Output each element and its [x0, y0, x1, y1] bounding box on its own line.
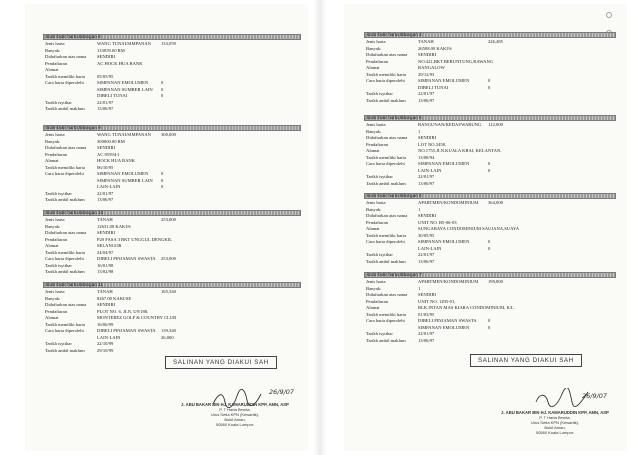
- row-label: Didaftarkan atas nama: [366, 135, 408, 140]
- row-value: 133059.00 RM: [97, 47, 125, 53]
- row-label: Tarikh isytihar: [366, 91, 393, 96]
- row-amount: 199,800: [488, 279, 503, 284]
- row-label: Tarikh ambil maklum: [45, 197, 85, 202]
- row-value: 22/01/97: [418, 252, 435, 257]
- row-amount: 165,340: [161, 289, 176, 294]
- row-label: Alamat: [366, 226, 380, 231]
- row-label: Pendaftaran: [366, 58, 388, 64]
- row-amount: 300,000: [161, 132, 176, 137]
- row-label: Cara harta diperolehi: [45, 256, 84, 261]
- row-value: SIMPANAN EMOLUMEN: [418, 78, 470, 83]
- row-value: SIMPANAN EMOLUMEN: [418, 324, 470, 330]
- row-value: LAIN-LAIN: [97, 184, 121, 189]
- row-label: Alamat: [45, 67, 59, 72]
- row-value: SUNGARAYA CONDOMINIUM SAUJANA,SUAYA: [418, 226, 520, 231]
- row-value: 22/01/97: [418, 91, 435, 96]
- row-amount: 0: [161, 80, 164, 85]
- row-label: Alamat: [366, 148, 380, 153]
- row-label: Cara harta diperolehi: [45, 328, 84, 333]
- row-value: 29/12/93: [418, 71, 435, 77]
- row-value: TANAH: [97, 289, 113, 294]
- row-amount: 26,000: [161, 334, 174, 340]
- row-value: WANG TUNAI/SIMPANAN: [97, 41, 151, 46]
- right-page: [344, 4, 627, 451]
- row-label: Banyak:: [45, 295, 61, 301]
- row-label: Pendaftaran: [366, 298, 388, 304]
- row-label: Tarikh memiliki harta: [366, 232, 406, 238]
- row-value: APARTMEN/KONDOMINIUM: [418, 279, 479, 284]
- row-label: Jenis harta: [45, 217, 65, 222]
- row-value: DIBELI TUNAI: [97, 93, 128, 98]
- row-amount: 0: [161, 171, 164, 176]
- signatory-block: [499, 410, 611, 435]
- row-value: BANGUNAN/KEDAI/WARUNG: [418, 122, 482, 127]
- row-value: UNIT NO. B5-06-03: [418, 219, 457, 225]
- row-label: Tarikh ambil maklum: [366, 97, 406, 103]
- row-value: LAIN-LAIN: [418, 167, 442, 173]
- certified-copy-stamp: SALINAN YANG DIAKUI SAH: [165, 356, 277, 369]
- row-amount: 0: [161, 86, 164, 92]
- asset-row: [364, 259, 616, 266]
- row-value: SENDIRI: [418, 213, 437, 218]
- punch-hole: [606, 12, 612, 18]
- row-label: Jenis harta: [45, 289, 65, 294]
- row-label: Cara harta diperolehi: [45, 171, 84, 176]
- row-label: Cara harta diperolehi: [366, 161, 405, 166]
- asset-row: [43, 197, 301, 204]
- row-value: 13/06/97: [418, 258, 435, 264]
- section-heading-text: Butir-butir harta Bilangan 10: [46, 210, 104, 215]
- row-label: Jenis harta: [366, 279, 386, 284]
- row-value: SIMPANAN EMOLUMEN: [418, 239, 470, 244]
- row-value: DIBELI PINJAMAN SWASTA: [418, 318, 477, 323]
- row-value: P20 FASA 3 BKT UNGGUL DENGKIL: [97, 236, 173, 242]
- row-label: Banyak:: [45, 47, 61, 53]
- row-label: Pendaftaran: [366, 141, 388, 147]
- row-label: Tarikh isytihar: [45, 341, 72, 346]
- row-value: SENDIRI: [97, 54, 116, 59]
- certified-copy-stamp: SALINAN YANG DIAKUI SAH: [470, 354, 582, 367]
- row-label: Didaftarkan atas nama: [45, 230, 87, 235]
- section-heading: [364, 32, 616, 38]
- row-amount: 0: [488, 245, 491, 251]
- row-value: PLOT NO. 6, JLN, U9/188,: [97, 308, 149, 314]
- row-value: 24/04/97: [97, 249, 114, 255]
- row-value: 13/06/97: [418, 97, 435, 103]
- signatory-name: J. ABU BAKAR BIN HJ. KAMARUDDIN KPP, AMN, ASP: [181, 402, 289, 407]
- row-value: 13/06/97: [97, 197, 114, 202]
- row-label: Tarikh isytihar: [45, 262, 72, 268]
- row-label: Tarikh ambil maklum: [45, 269, 85, 274]
- row-label: Alamat: [366, 65, 380, 70]
- signatory-line: P. T Harta Benda,: [219, 407, 251, 412]
- row-value: 16/01/98: [97, 262, 114, 268]
- row-value: LOT NO.3458,: [418, 141, 447, 147]
- row-value: 01/03/95: [418, 311, 435, 317]
- row-label: Pendaftaran: [45, 308, 67, 314]
- section-heading: [364, 193, 616, 199]
- row-label: Pendaftaran: [45, 151, 67, 157]
- row-label: Banyak:: [366, 128, 382, 134]
- asset-section-10: [43, 210, 301, 276]
- row-label: Cara harta diperolehi: [366, 318, 405, 323]
- row-value: MONTEREZ GOLF & COUNTRY CLUB: [97, 315, 177, 320]
- row-value: 13/08/94: [418, 154, 435, 160]
- row-value: TANAH: [418, 39, 434, 44]
- asset-row: [43, 269, 301, 276]
- row-amount: 0: [488, 78, 491, 83]
- section-heading: [364, 115, 616, 121]
- row-label: Tarikh memiliki harta: [366, 311, 406, 317]
- row-value: SENDIRI: [418, 52, 437, 57]
- row-label: Alamat: [366, 305, 380, 310]
- row-value: SIMPANAN EMOLUMEN: [97, 80, 149, 85]
- row-value: 22/01/97: [97, 99, 114, 105]
- row-label: Jenis harta: [366, 39, 386, 44]
- section-heading-text: Butir-butir harta Bilangan 8: [46, 34, 101, 39]
- row-value: 13/06/97: [97, 106, 114, 111]
- row-label: Didaftarkan atas nama: [45, 54, 87, 59]
- row-amount: 0: [488, 318, 491, 323]
- row-label: Banyak:: [45, 138, 61, 144]
- row-value: 13/06/97: [418, 180, 435, 186]
- asset-row: [364, 181, 616, 188]
- asset-section-4: [364, 32, 616, 104]
- signatory-line: Bukit Aman,: [544, 425, 566, 430]
- row-amount: 253,000: [161, 217, 176, 222]
- row-label: Jenis harta: [366, 200, 386, 205]
- row-amount: 0: [488, 84, 491, 90]
- row-value: SENDIRI: [418, 292, 437, 297]
- row-label: Jenis harta: [45, 132, 65, 137]
- row-label: Tarikh ambil maklum: [45, 106, 85, 111]
- row-value: DIBELI TUNAI: [418, 84, 449, 90]
- row-value: LAIN-LAIN: [418, 245, 442, 251]
- row-label: Banyak:: [366, 45, 382, 51]
- row-value: 1: [418, 128, 421, 134]
- row-value: APARTMEN/KONDOMINIUM: [418, 200, 479, 205]
- row-value: 22/01/97: [418, 331, 435, 336]
- row-value: SENDIRI: [418, 135, 437, 140]
- row-amount: 0: [488, 167, 491, 173]
- row-value: SIMPANAN SUMBER LAIN: [97, 86, 153, 92]
- row-value: HOCK HUA BANK: [97, 158, 136, 163]
- row-value: 8267.00 KAKI/SE: [97, 295, 132, 301]
- row-label: Pendaftaran: [45, 236, 67, 242]
- section-heading: [43, 125, 301, 131]
- row-value: 1: [418, 285, 421, 291]
- row-label: Tarikh isytihar: [45, 190, 72, 196]
- asset-section-9: [43, 125, 301, 204]
- row-value: BANGALOW: [418, 65, 445, 70]
- row-value: SIMPANAN EMOLUMEN: [418, 161, 470, 166]
- section-heading: [43, 282, 301, 288]
- row-value: 30/05/95: [418, 232, 435, 238]
- row-value: 13/06/97: [418, 337, 435, 343]
- row-label: Pendaftaran: [366, 219, 388, 225]
- row-label: Jenis harta: [45, 41, 65, 46]
- row-value: 22/01/97: [418, 174, 435, 179]
- row-amount: 122,000: [488, 122, 503, 127]
- section-heading-text: Butir-butir harta Bilangan 11: [46, 282, 103, 287]
- row-value: SENDIRI: [97, 145, 116, 150]
- row-amount: 139,340: [161, 328, 176, 333]
- row-value: 29/10/99: [97, 347, 114, 353]
- row-value: NO.421,BKT.BERUNTUNG,RAWANG: [418, 58, 494, 64]
- asset-section-5: [364, 115, 616, 187]
- row-label: Banyak:: [366, 206, 382, 212]
- row-label: Alamat: [45, 158, 59, 163]
- row-label: Tarikh memiliki harta: [45, 321, 85, 327]
- row-value: AC HOCK HUA BANK: [97, 60, 143, 66]
- row-value: 22/01/97: [97, 190, 114, 196]
- row-value: WANG TUNAI/SIMPANAN: [97, 132, 151, 137]
- row-label: Tarikh isytihar: [45, 99, 72, 105]
- row-label: Didaftarkan atas nama: [366, 52, 408, 57]
- row-label: Tarikh ambil maklum: [366, 180, 406, 186]
- asset-row: [43, 106, 301, 113]
- signatory-line: Bukit Aman,: [224, 417, 246, 422]
- section-heading-text: Butir-butir harta Bilangan 6: [367, 193, 422, 198]
- row-value: 05/05/95: [97, 73, 114, 79]
- signature-date: 26/9/07: [269, 388, 295, 396]
- row-value: SENDIRI: [97, 230, 116, 235]
- row-value: BLK.INTAN MAS KIARA CONDOMINIUM, K/L.: [418, 305, 515, 310]
- signatory-block: [180, 402, 290, 427]
- row-value: SELANGOR: [97, 243, 122, 248]
- section-heading: [364, 272, 616, 278]
- section-heading-text: Butir-butir harta Bilangan 7: [367, 272, 422, 277]
- row-label: Tarikh memiliki harta: [366, 154, 406, 160]
- left-page: [25, 4, 308, 451]
- asset-section-6: [364, 193, 616, 265]
- row-amount: 133,059: [161, 41, 176, 46]
- row-value: NO.1755,JLN.KUALA KRAI, KELANTAN.: [418, 148, 502, 153]
- row-value: 300000.00 RM: [97, 138, 125, 144]
- row-amount: 0: [488, 239, 491, 244]
- signatory-line: Urus Setia KPN (Kewartik),: [530, 420, 580, 425]
- asset-section-7: [364, 272, 616, 344]
- row-value: 22/10/99: [97, 341, 114, 346]
- row-label: Cara harta diperolehi: [45, 80, 84, 85]
- row-label: Jenis harta: [366, 122, 386, 127]
- row-amount: 0: [161, 93, 164, 98]
- row-value: DIBELI PINJAMAN SWASTA: [97, 328, 156, 333]
- asset-section-11: [43, 282, 301, 354]
- row-amount: 0: [488, 161, 491, 166]
- row-amount: 253,000: [161, 256, 176, 261]
- row-value: 12631.00 KAKI/S: [97, 223, 131, 229]
- row-label: Didaftarkan atas nama: [45, 302, 87, 307]
- section-heading-text: Butir-butir harta Bilangan 5: [367, 115, 422, 120]
- section-heading: [43, 34, 301, 40]
- row-label: Didaftarkan atas nama: [366, 292, 408, 297]
- row-label: Tarikh isytihar: [366, 174, 393, 179]
- row-amount: 0: [488, 324, 491, 330]
- row-value: DIBELI PINJAMAN SWASTA: [97, 256, 156, 261]
- row-label: Tarikh ambil maklum: [366, 258, 406, 264]
- row-label: Tarikh ambil maklum: [366, 337, 406, 343]
- row-label: Alamat: [45, 315, 59, 320]
- row-value: SENDIRI: [97, 302, 116, 307]
- row-label: Cara harta diperolehi: [366, 239, 405, 244]
- asset-row: [43, 348, 301, 355]
- signatory-name: J. ABU BAKAR BIN HJ. KAMARUDDIN KPP, AMN, ASP: [501, 410, 609, 415]
- row-label: Alamat: [45, 243, 59, 248]
- row-label: Pendaftaran: [45, 60, 67, 66]
- signatory-line: 50560 Kuala Lumpur.: [535, 430, 575, 435]
- section-heading: [43, 210, 301, 216]
- row-value: AC 85594-1: [97, 151, 120, 157]
- row-label: Banyak:: [366, 285, 382, 291]
- row-value: SIMPANAN SUMBER LAIN: [97, 177, 153, 183]
- row-value: TANAH: [97, 217, 113, 222]
- asset-section-8: [43, 34, 301, 113]
- row-amount: 0: [161, 184, 164, 189]
- row-amount: 0: [161, 177, 164, 183]
- signatory-line: P. T Harta Benda,: [539, 415, 571, 420]
- asset-row: [364, 98, 616, 105]
- row-amount: 226,485: [488, 39, 503, 44]
- page-fold: [313, 0, 327, 455]
- row-label: Tarikh memiliki harta: [366, 71, 406, 77]
- row-value: 06/10/95: [97, 164, 114, 170]
- row-value: UNIT NO. 1295-01,: [418, 298, 456, 304]
- row-label: Tarikh isytihar: [366, 331, 393, 336]
- row-value: 1: [418, 206, 421, 212]
- row-label: Tarikh memiliki harta: [45, 164, 85, 170]
- row-value: 26508.00 KAKI/S: [418, 45, 452, 51]
- row-label: Banyak:: [45, 223, 61, 229]
- row-value: LAIN-LAIN: [97, 334, 121, 340]
- row-label: Cara harta diperolehi: [366, 78, 405, 83]
- row-label: Didaftarkan atas nama: [45, 145, 87, 150]
- row-label: Tarikh ambil maklum: [45, 347, 85, 353]
- row-amount: 364,000: [488, 200, 503, 205]
- row-value: SIMPANAN EMOLUMEN: [97, 171, 149, 176]
- signatory-line: 50560 Kuala Lumpur.: [215, 422, 255, 427]
- row-value: 13/02/98: [97, 269, 114, 274]
- section-heading-text: Butir-butir harta Bilangan 9: [46, 125, 101, 130]
- signatory-line: Urus Setia KPN (Kewartik),: [210, 412, 260, 417]
- row-label: Tarikh memiliki harta: [45, 73, 85, 79]
- row-label: Tarikh memiliki harta: [45, 249, 85, 255]
- signature-date: 26/9/07: [582, 392, 608, 400]
- row-label: Tarikh isytihar: [366, 252, 393, 257]
- row-label: Didaftarkan atas nama: [366, 213, 408, 218]
- section-heading-text: Butir-butir harta Bilangan 4: [367, 32, 422, 37]
- row-value: 16/06/99: [97, 321, 114, 327]
- asset-row: [364, 338, 616, 345]
